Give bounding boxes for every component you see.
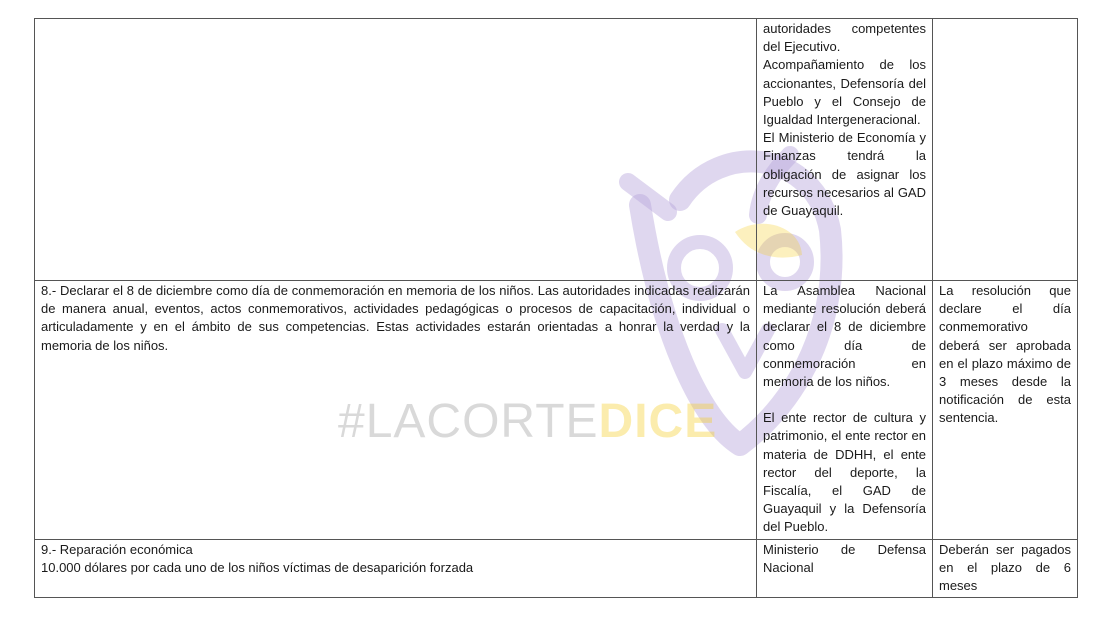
measure-cell	[35, 19, 757, 281]
deadline-cell: Deberán ser pagados en el plazo de 6 meses	[933, 539, 1078, 598]
deadline-cell: La resolución que declare el día conmemorativo deberá ser aprobada en el plazo máximo de 3 meses desde la notificación de esta sentencia.	[933, 281, 1078, 540]
watermark-text-part2: DICE	[598, 395, 718, 448]
table-row	[35, 281, 1078, 540]
responsible-cell: Ministerio de Defensa Nacional	[757, 539, 933, 598]
table-row	[35, 539, 1078, 598]
watermark-text-part1: #LACORTE	[338, 395, 599, 448]
measure-detail: 10.000 dólares por cada uno de los niños víctimas de desaparición forzada	[41, 559, 474, 575]
measure-cell: 8.- Declarar el 8 de diciembre como día de conmemoración en memoria de los niños. Las autoridades indicadas realizarán de manera anual, eventos, actos conmemorativos, actividades pedagógicas o procesos de capacitación, individual o articuladamente y en el ámbito de sus competencias. Estas actividades estarán orientadas a honrar la verdad y la memoria de los niños.	[35, 281, 757, 540]
responsible-paragraph: autoridades competentes del Ejecutivo.	[763, 21, 926, 55]
responsible-paragraph: La Asamblea Nacional mediante resolución deberá declarar el 8 de diciembre como día de conmemoración en memoria de los niños.	[763, 283, 926, 390]
deadline-cell	[933, 19, 1078, 281]
table-row	[35, 19, 1078, 281]
measure-title: 9.- Reparación económica	[41, 541, 193, 557]
measure-cell	[35, 539, 757, 598]
responsible-cell	[757, 19, 933, 281]
responsible-paragraph: Acompañamiento de los accionantes, Defensoría del Pueblo y el Consejo de Igualdad Intergeneracional.	[763, 57, 926, 128]
paragraph-spacer	[763, 391, 926, 409]
responsible-paragraph: El ente rector de cultura y patrimonio, el ente rector en materia de DDHH, el ente rector del deporte, la Fiscalía, el GAD de Guayaquil y la Defensoría del Pueblo.	[763, 410, 926, 535]
measures-table	[34, 18, 1078, 598]
responsible-paragraph: El Ministerio de Economía y Finanzas tendrá la obligación de asignar los recursos necesarios al GAD de Guayaquil.	[763, 130, 926, 219]
responsible-cell	[757, 281, 933, 540]
